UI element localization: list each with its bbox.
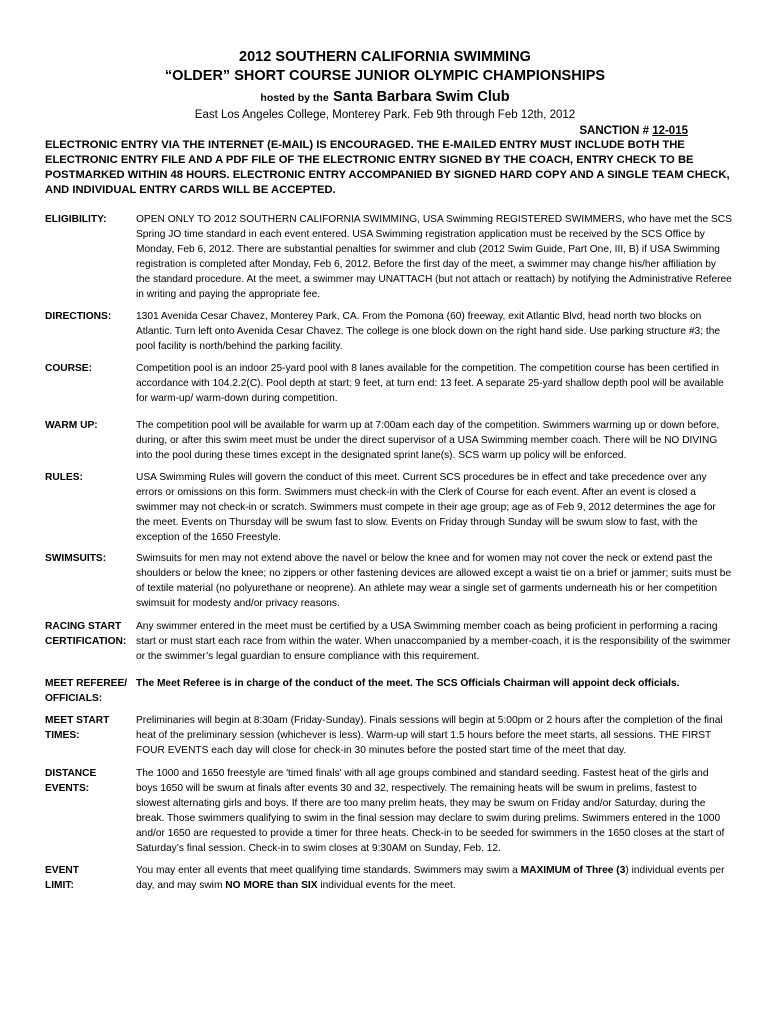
event-limit-text-e: individual events for the meet.: [317, 880, 456, 891]
host-line: [0, 88, 770, 106]
section-text: The competition pool will be available for warm up at 7:00am each day of the competition. Swimmers warming up or down before, during, or after this swim meet must be under the direct supervisor of a USA Swimming member coach. There will be NO DIVING into the pool during these times except in the designated sprint lane(s). SCS warm up policy will be enforced.: [136, 420, 720, 461]
event-limit-max-per-day: MAXIMUM of Three (3: [520, 865, 626, 876]
section-label: ELIGIBILITY:: [45, 214, 107, 225]
section-text: Swimsuits for men may not extend above the navel or below the knee and for women may not cover the neck or extend past the shoulders or below the knee; no zippers or other fastening devices are allowed except a waist tie on a brief or jammer; suits must be of textile material (no polyurethane or neoprene). An athlete may wear a single set of garments underneath his or her competition swimsuit for modesty and/or privacy reasons.: [136, 553, 732, 609]
section-label: SWIMSUITS:: [45, 553, 107, 564]
host-club-name: Santa Barbara Swim Club: [333, 89, 510, 105]
meet-location: East Los Angeles College, Monterey Park. Feb 9th through Feb 12th, 2012: [194, 109, 576, 121]
section-label: WARM UP:: [45, 420, 98, 431]
section-label-line2: TIMES:: [45, 730, 80, 741]
section-label: [45, 713, 137, 743]
section-label-line2: CERTIFICATION:: [45, 636, 127, 647]
section-text: Preliminaries will begin at 8:30am (Friday-Sunday). Finals sessions will begin at 5:00pm or 2 hours after the completion of the final heat of the preliminary session (whichever is less). Warm-up will start 1.5 hours before the meet starts, all sessions. THE FIRST FOUR EVENTS each day will close for check-in 30 minutes before the posted start time of the meet that day.: [136, 715, 723, 756]
section-label-line1: MEET START: [45, 715, 110, 726]
section-label-line2: OFFICIALS:: [45, 693, 103, 704]
section-text: [136, 863, 732, 893]
event-limit-text-a: You may enter all events that meet qualifying time standards. Swimmers may swim a: [136, 865, 521, 876]
electronic-entry-notice: ELECTRONIC ENTRY VIA THE INTERNET (E-MAIL) IS ENCOURAGED. THE E-MAILED ENTRY MUST INCLUDE BOTH THE ELECTRONIC ENTRY FILE AND A PDF FILE OF THE ELECTRONIC ENTRY SIGNED BY THE COACH, ENTRY CHECK TO BE POSTMARKED WITHIN 48 HOURS. ELECTRONIC ENTRY ACCOMPANIED BY SIGNED HARD COPY AND A SINGLE TEAM CHECK, AND INDIVIDUAL ENTRY CARDS WILL BE ACCEPTED.: [45, 139, 730, 196]
section-label: [45, 676, 137, 706]
section-text: USA Swimming Rules will govern the conduct of this meet. Current SCS procedures be in effect and take precedence over any errors or omissions on this form. Swimmers must check-in with the Clerk of Course for each event. After an event is closed a swimmer may not check-in or scratch. Swimmers must compete in their age group; age as of Feb 9, 2012 determines the age for the meet. Events on Thursday will be swum fast to slow. Events on Friday through Sunday will be swum slow to fast, with the exception of the 1650 Freestyle.: [136, 472, 716, 543]
sanction-line: [579, 124, 688, 138]
section-label-line2: LIMIT:: [45, 880, 74, 891]
section-label: [45, 619, 137, 649]
section-text: Any swimmer entered in the meet must be certified by a USA Swimming member coach as being proficient in performing a racing start or must start each race from within the water. When unaccompanied by a member-coach, it is the responsibility of the swimmer or the swimmer’s legal guardian to ensure compliance with this requirement.: [136, 621, 731, 662]
sanction-number: 12-015: [652, 125, 688, 137]
event-limit-max-total: NO MORE than SIX: [225, 880, 318, 891]
section-label-line1: MEET REFEREE/: [45, 678, 128, 689]
section-label: DIRECTIONS:: [45, 311, 112, 322]
section-text: 1301 Avenida Cesar Chavez, Monterey Park, CA. From the Pomona (60) freeway, exit Atlantic Blvd, head north two blocks on Atlantic. Turn left onto Avenida Cesar Chavez. The college is one block down on the right hand side. Use parking structure #3; the pool facility is north/behind the parking facility.: [136, 311, 721, 352]
hosted-by-prefix: hosted by the: [260, 92, 329, 104]
event-limit-text-c: ) individual events per day, and may swim: [136, 865, 725, 891]
section-label: [45, 766, 137, 796]
section-label-line2: EVENTS:: [45, 783, 90, 794]
section-label: COURSE:: [45, 363, 92, 374]
section-text: Competition pool is an indoor 25-yard pool with 8 lanes available for the competition. The competition course has been certified in accordance with 104.2.2(C). Pool depth at start: 9 feet, at turn end: 13 feet. A separate 25-yard shallow depth pool will be available for warm-up/ warm-down during competition.: [136, 363, 724, 404]
section-label-line1: DISTANCE: [45, 768, 97, 779]
section-text: OPEN ONLY TO 2012 SOUTHERN CALIFORNIA SWIMMING, USA Swimming REGISTERED SWIMMERS, who have met the SCS Spring JO time standard in each event entered. USA Swimming registration application must be received by the SCS Office by Monday, Feb 6, 2012. There are substantial penalties for swimmer and club (2012 Swim Guide, Part One, III, B) if USA Swimming registration is completed after Monday, Feb 6, 2012. Before the first day of the meet, a swimmer may change his/her affiliation by the standard procedure. At the meet, a swimmer may UNATTACH (but not attach or reattach) by notifying the Administrative Referee in writing and paying the appropriate fee.: [136, 214, 732, 300]
section-label-line1: RACING START: [45, 621, 122, 632]
section-label: RULES:: [45, 472, 83, 483]
document-title-line2: “OLDER” SHORT COURSE JUNIOR OLYMPIC CHAMPIONSHIPS: [164, 68, 606, 84]
section-label: [45, 863, 137, 893]
section-text: The Meet Referee is in charge of the conduct of the meet. The SCS Officials Chairman will appoint deck officials.: [136, 678, 680, 689]
section-text: The 1000 and 1650 freestyle are 'timed finals' with all age groups combined and standard seeding. Fastest heat of the girls and boys 1650 will be swum at finals after events 30 and 32, respectively. The remaining heats will be swum in prelims, fastest to slowest alternating girls and boys. If there are too many prelim heats, they may be swum on Friday and/or Saturday, during the break. Those swimmers qualifying to swim in the final session may declare to swim during prelims. Swimmers entered in the 1000 and/or 1650 are requested to provide a timer for three heats. Check-in to be seeded for swimmers in the 1650 closes at the start of Saturday’s final session. Check-in to swim closes at 9:30AM on Sunday, Feb. 12.: [136, 768, 725, 854]
sanction-label: SANCTION #: [579, 125, 653, 137]
section-label-line1: EVENT: [45, 865, 79, 876]
document-title-line1: 2012 SOUTHERN CALIFORNIA SWIMMING: [239, 49, 531, 65]
